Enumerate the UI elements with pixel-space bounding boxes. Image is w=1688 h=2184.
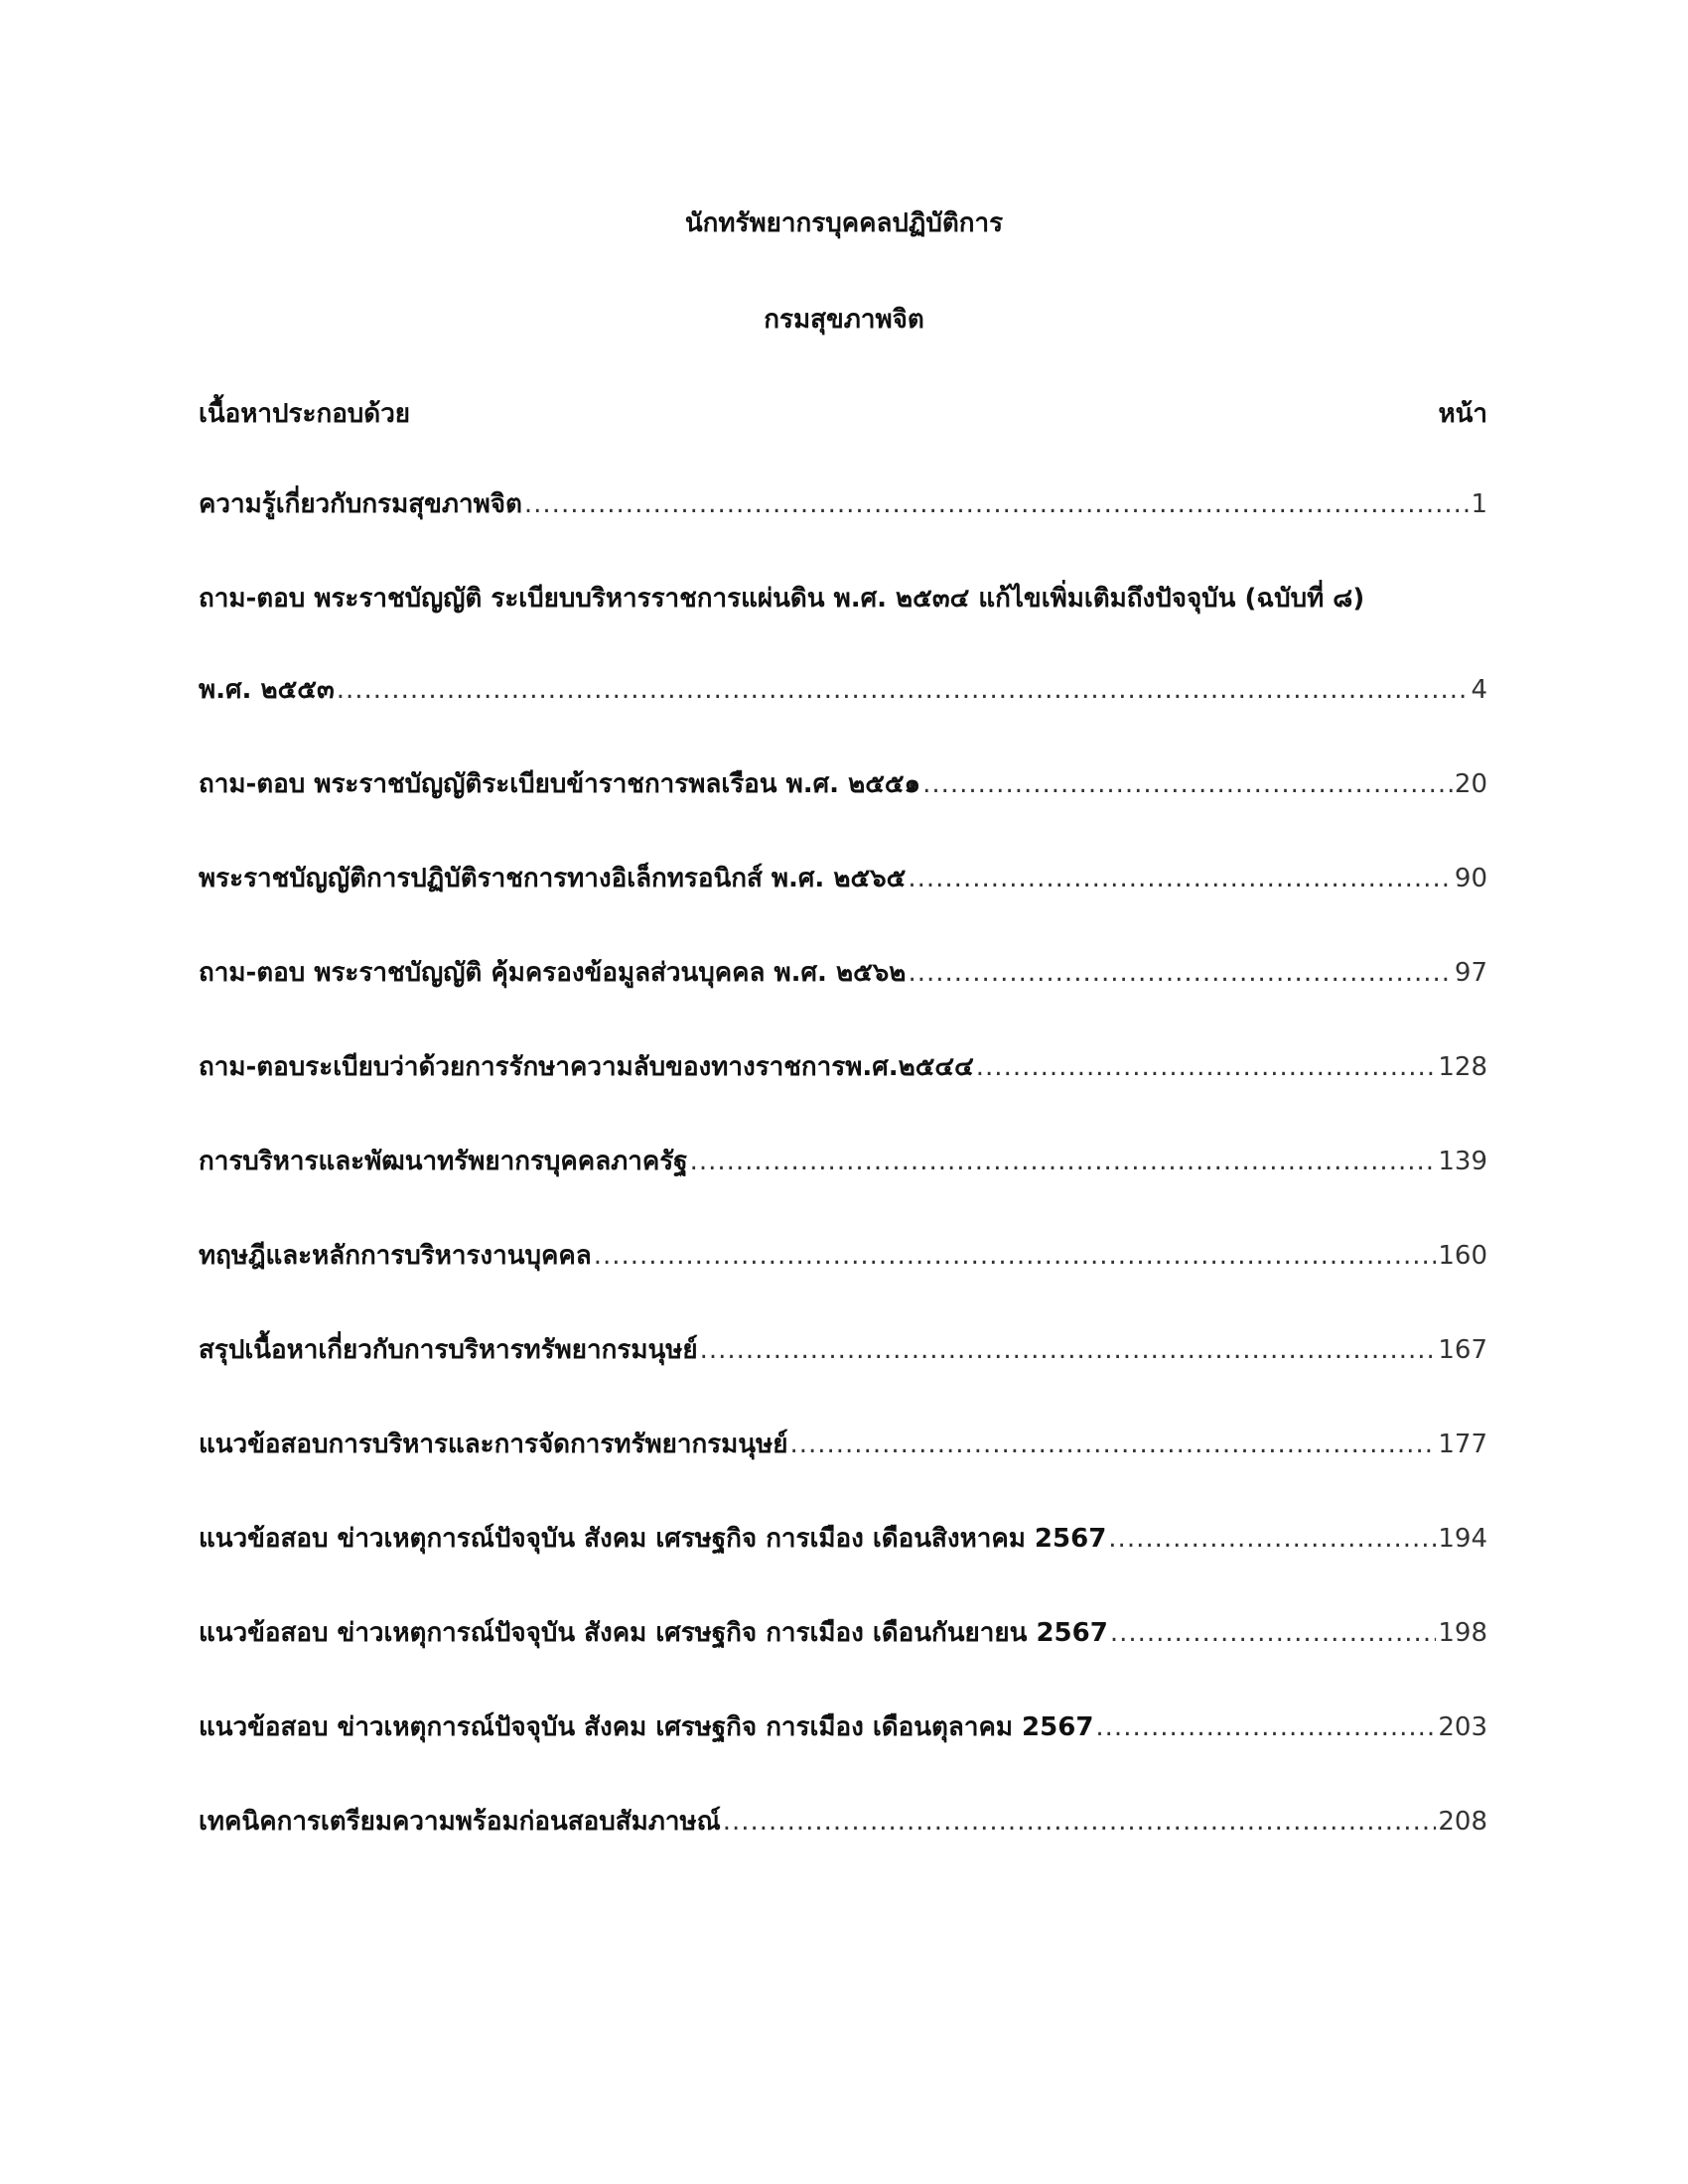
toc-entry-label: ถาม-ตอบ พระราชบัญญัติ คุ้มครองข้อมูลส่วนบุคคล พ.ศ. ๒๕๖๒: [199, 958, 907, 988]
dot-leader: [789, 1425, 1436, 1464]
toc-entry: [199, 1802, 1487, 1842]
dot-leader: [594, 1236, 1437, 1276]
toc-entry-label: ความรู้เกี่ยวกับกรมสุขภาพจิต: [199, 489, 522, 519]
contents-label: เนื้อหาประกอบด้วย: [199, 398, 411, 429]
toc-entry-label: การบริหารและพัฒนาทรัพยากรบุคคลภาครัฐ: [199, 1147, 688, 1176]
toc-entry-label: แนวข้อสอบการบริหารและการจัดการทรัพยากรมนุษย์: [199, 1430, 788, 1459]
toc-entry-page: 203: [1438, 1712, 1487, 1742]
dot-leader: [976, 1047, 1437, 1087]
table-of-contents: [199, 484, 1487, 1896]
toc-entry-page: 167: [1438, 1335, 1487, 1365]
dot-leader: [700, 1330, 1437, 1370]
toc-entry-page: 90: [1454, 864, 1487, 893]
dot-leader: [922, 764, 1453, 804]
toc-entry-page: 20: [1454, 769, 1487, 799]
toc-entry: [199, 579, 1487, 710]
toc-entry: [199, 1613, 1487, 1653]
dot-leader: [908, 859, 1453, 898]
dot-leader: [690, 1142, 1437, 1181]
toc-entry: [199, 1707, 1487, 1747]
toc-entry-page: 1: [1471, 489, 1487, 519]
toc-entry-label: พระราชบัญญัติการปฏิบัติราชการทางอิเล็กทรอนิกส์ พ.ศ. ๒๕๖๕: [199, 864, 907, 893]
toc-entry: [199, 764, 1487, 804]
toc-entry-page: 198: [1438, 1618, 1487, 1648]
document-subtitle: กรมสุขภาพจิต: [764, 305, 924, 335]
dot-leader: [908, 953, 1452, 993]
toc-entry-page: 139: [1438, 1147, 1487, 1176]
toc-entry-label: แนวข้อสอบ ข่าวเหตุการณ์ปัจจุบัน สังคม เศรษฐกิจ การเมือง เดือนตุลาคม 2567: [199, 1712, 1094, 1742]
toc-entry-label: เทคนิคการเตรียมความพร้อมก่อนสอบสัมภาษณ์: [199, 1807, 721, 1837]
toc-entry-label: ถาม-ตอบ พระราชบัญญัติระเบียบข้าราชการพลเรือน พ.ศ. ๒๕๕๑: [199, 769, 921, 799]
toc-entry: [199, 859, 1487, 898]
toc-entry-label: ทฤษฎีและหลักการบริหารงานบุคคล: [199, 1241, 592, 1271]
dot-leader: [723, 1802, 1437, 1842]
toc-entry-page: 160: [1438, 1241, 1487, 1271]
toc-entry-label: สรุปเนื้อหาเกี่ยวกับการบริหารทรัพยากรมนุษย์: [199, 1335, 698, 1365]
page-column-label: หน้า: [1438, 398, 1487, 429]
toc-entry-label: แนวข้อสอบ ข่าวเหตุการณ์ปัจจุบัน สังคม เศรษฐกิจ การเมือง เดือนสิงหาคม 2567: [199, 1524, 1107, 1554]
document-title: นักทรัพยากรบุคคลปฏิบัติการ: [684, 208, 1004, 238]
toc-entry: [199, 953, 1487, 993]
toc-entry-label: พ.ศ. ๒๕๕๓: [199, 675, 335, 705]
toc-entry: [199, 1236, 1487, 1276]
toc-header: [199, 393, 1487, 433]
toc-entry-label-line1: ถาม-ตอบ พระราชบัญญัติ ระเบียบบริหารราชการแผ่นดิน พ.ศ. ๒๕๓๔ แก้ไขเพิ่มเติมถึงปัจจุบัน (ฉบับที่ ๘): [199, 584, 1365, 614]
toc-entry-label: ถาม-ตอบระเบียบว่าด้วยการรักษาความลับของทางราชการพ.ศ.๒๕๔๔: [199, 1052, 974, 1082]
toc-entry-page: 177: [1438, 1430, 1487, 1459]
dot-leader: [337, 670, 1470, 710]
toc-entry-page: 97: [1454, 958, 1487, 988]
dot-leader: [1095, 1707, 1436, 1747]
toc-entry-page: 194: [1438, 1524, 1487, 1554]
toc-entry: [199, 484, 1487, 524]
toc-entry-page: 4: [1471, 675, 1487, 705]
dot-leader: [524, 484, 1470, 524]
toc-entry-page: 208: [1438, 1807, 1487, 1837]
toc-entry: [199, 1047, 1487, 1087]
toc-entry: [199, 1425, 1487, 1464]
toc-entry: [199, 1519, 1487, 1559]
dot-leader: [1110, 1613, 1437, 1653]
toc-entry-page: 128: [1438, 1052, 1487, 1082]
toc-entry: [199, 1330, 1487, 1370]
toc-entry: [199, 1142, 1487, 1181]
toc-entry-label: แนวข้อสอบ ข่าวเหตุการณ์ปัจจุบัน สังคม เศรษฐกิจ การเมือง เดือนกันยายน 2567: [199, 1618, 1108, 1648]
dot-leader: [1108, 1519, 1436, 1559]
